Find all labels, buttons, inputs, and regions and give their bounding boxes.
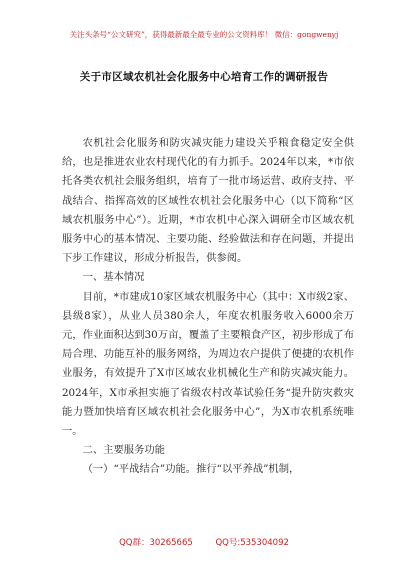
paragraph-function-1: （一）“平战结合”功能。推行“以平养战”机制， — [82, 463, 300, 476]
footer-qq-group: QQ群：30265665 — [119, 538, 193, 548]
paragraph-intro: 农机社会化服务和防灾减灾能力建设关乎粮食稳定安全供给，也是推进农业农村现代化的有力抓手。2024年以来，*市依托各类农机社会服务组织，培育了一批市场运营、政府支持、平战结合、指挥高效的区域性农机社会化服务中心（以下简称“区域农机服务中心”）。近期，*市农机中心深入调研全市区域农机服务中心的基本情况、主要功能、经验做法和存在问题，并提出下步工作建议，形成分析报告，供参阅。 — [62, 137, 354, 265]
footer — [0, 536, 408, 548]
footer-qq-number: QQ号:535304092 — [215, 538, 289, 548]
paragraph-basic-situation: 目前，*市建成10家区域农机服务中心（其中：X市级2家、县级8家），从业人员380余人，年度农机服务收入6000余万元，作业面积达到30万亩，覆盖了主要粮食产区，初步形成了布局合理、功能互补的服务网络，为周边农户提供了便捷的农机作业服务，有效提升了X市区域农业机械化生产和防灾减灾能力。2024年，X市承担实施了省级农村改革试验任务“提升防灾救灾能力暨加快培育区域农机社会化服务中心”，为X市农机系统唯一。 — [62, 290, 354, 438]
header-banner: 关注头条号“公文研究”，获得最新最全最专业的公文资料库！ 微信：gongwenyj — [69, 30, 339, 39]
section-heading-functions: 二、主要服务功能 — [82, 444, 165, 457]
document-body — [62, 134, 354, 480]
document-title: 关于市区域农机社会化服务中心培育工作的调研报告 — [79, 71, 329, 83]
section-heading-basic: 一、基本情况 — [82, 271, 145, 284]
